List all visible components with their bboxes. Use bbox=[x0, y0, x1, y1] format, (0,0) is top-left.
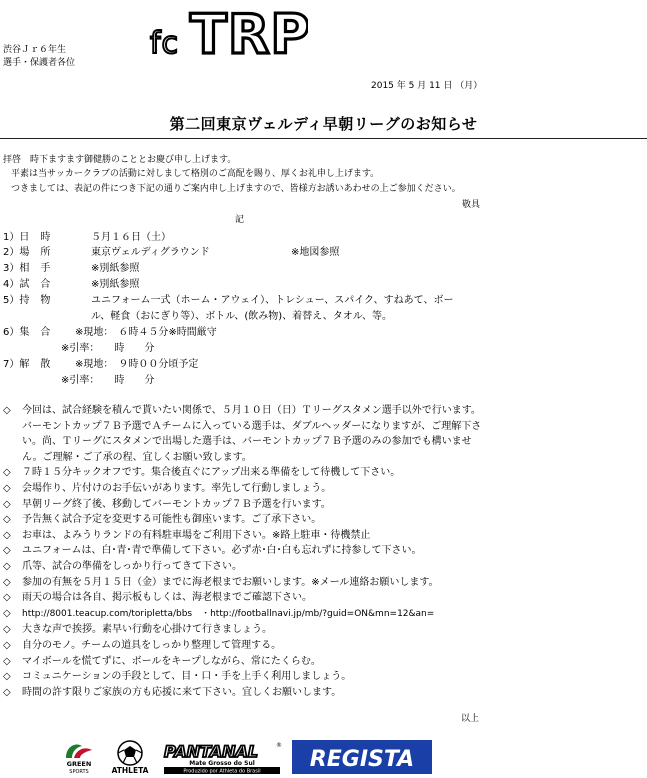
item-value: ※別紙参照 bbox=[91, 263, 140, 274]
note-text: 大きな声で挨拶。素早い行動を心掛けて行きましょう。 bbox=[22, 624, 272, 636]
note-item bbox=[3, 403, 487, 465]
diamond-bullet-icon: ◇ bbox=[3, 624, 11, 636]
note-text: 予告無く試合予定を変更する可能性も御座います。ご了承下さい。 bbox=[22, 514, 322, 526]
detail-item-date bbox=[3, 230, 51, 245]
athleta-logo bbox=[105, 740, 155, 774]
ending-mark: 以上 bbox=[461, 714, 480, 724]
page-title: 第二回東京ヴェルディ早朝リーグのお知らせ bbox=[169, 115, 478, 133]
greeting-closing: 敬具 bbox=[462, 200, 481, 210]
note-text: 時間の許す限りご家族の方も応援に来て下さい。宜しくお願いします。 bbox=[22, 686, 342, 698]
ki-heading: 記 bbox=[235, 215, 245, 225]
detail-item-place bbox=[3, 245, 51, 260]
fctrp-logo-mark bbox=[148, 6, 308, 62]
notes-section bbox=[3, 403, 487, 700]
item-num: 2） bbox=[3, 247, 20, 258]
diamond-bullet-icon: ◇ bbox=[3, 467, 11, 479]
note-text: 爪等、試合の準備をしっかり行ってきて下さい。 bbox=[22, 560, 242, 572]
note-text: ７時１５分キックオフです。集合後直ぐにアップ出来る準備をして待機して下さい。 bbox=[22, 467, 401, 479]
diamond-bullet-icon: ◇ bbox=[3, 639, 11, 651]
letter-date: 2015 年 5 月 11 日 （月） bbox=[371, 81, 483, 91]
greeting-line3: つきましては、表記の件につき下記の通りご案内申し上げますので、皆様方お誘いあわせの上ご参加ください。 bbox=[11, 184, 461, 194]
note-item bbox=[3, 497, 487, 513]
fctrp-logo bbox=[148, 6, 308, 66]
note-text: マイボールを慌てずに、ボールをキープしながら、常にたくらむ。 bbox=[22, 655, 321, 667]
green-label: GREEN bbox=[66, 760, 92, 768]
note-text: 雨天の場合は各自、掲示板もしくは、海老根までご確認下さい。 bbox=[22, 592, 312, 604]
note-text: ユニフォームは、白･青･青で準備して下さい。必ず赤･白･白も忘れずに持参して下さい。 bbox=[22, 545, 422, 557]
note-item bbox=[3, 685, 487, 701]
item-num: 3） bbox=[3, 263, 20, 274]
item-value: 東京ヴェルディグラウンド bbox=[91, 247, 210, 258]
note-item bbox=[3, 669, 487, 685]
item-label: 相 手 bbox=[19, 263, 51, 274]
note-item bbox=[3, 559, 487, 575]
diamond-bullet-icon: ◇ bbox=[3, 592, 11, 604]
pantanal-sub2: Produzido por Athleta do Brasil bbox=[183, 768, 261, 774]
note-text: コミュニケーションの手段として、目・口・手を上手く利用しましょう。 bbox=[22, 671, 352, 683]
diamond-bullet-icon: ◇ bbox=[3, 405, 11, 416]
item-label: 持 物 bbox=[19, 295, 51, 306]
green-sports-emblem bbox=[60, 740, 98, 774]
sports-label: SPORTS bbox=[69, 769, 89, 774]
detail-item-meet bbox=[3, 325, 51, 340]
item-note: ※地図参照 bbox=[291, 247, 340, 258]
note-item bbox=[3, 638, 487, 654]
pantanal-emblem bbox=[162, 740, 284, 774]
detail-item-match bbox=[3, 277, 51, 292]
detail-item-dismiss bbox=[3, 357, 51, 372]
note-item bbox=[3, 481, 487, 497]
diamond-bullet-icon: ◇ bbox=[3, 482, 11, 494]
item-num: 6） bbox=[3, 327, 20, 338]
note-text: 会場作り、片付けのお手伝いがあります。率先して行動しましょう。 bbox=[22, 482, 332, 494]
recipient-line1: 渋谷Ｊｒ６年生 bbox=[3, 45, 67, 55]
regista-emblem bbox=[292, 740, 432, 774]
note-text: 参加の有無を５月１５日（金）までに海老根までお願いします。※メール連絡お願いします。 bbox=[22, 576, 439, 588]
regista-logo bbox=[292, 740, 432, 774]
note-item bbox=[3, 543, 487, 559]
pantanal-label: PANTANAL bbox=[164, 742, 259, 761]
item-value: ユニフォーム一式（ホーム・アウェイ）、トレシュー、スパイク、すねあて、ボー bbox=[91, 295, 454, 306]
note-item bbox=[3, 465, 487, 481]
svg-text:fc: fc bbox=[150, 26, 180, 61]
item-label: 場 所 bbox=[19, 247, 51, 258]
diamond-bullet-icon: ◇ bbox=[3, 498, 11, 510]
item-value: ※別紙参照 bbox=[91, 279, 140, 290]
item-num: 1） bbox=[3, 232, 20, 243]
diamond-bullet-icon: ◇ bbox=[3, 671, 11, 683]
diamond-bullet-icon: ◇ bbox=[3, 576, 11, 588]
item-label: 日 時 bbox=[19, 232, 51, 243]
item-num: 4） bbox=[3, 279, 20, 290]
detail-item-belongings bbox=[3, 293, 51, 308]
item-num: 7） bbox=[3, 359, 20, 370]
note-text: 自分のモノ。チームの道具をしっかり整理して管理する。 bbox=[22, 639, 282, 651]
bbs-links[interactable]: http://8001.teacup.com/toripletta/bbs ・http://footballnavi.jp/mb/?guid=ON&mn=12&an= bbox=[22, 608, 435, 619]
diamond-bullet-icon: ◇ bbox=[3, 560, 11, 572]
note-item bbox=[3, 622, 487, 638]
athleta-emblem bbox=[105, 740, 155, 774]
detail-item-opponent bbox=[3, 261, 51, 276]
note-item bbox=[3, 654, 487, 670]
pantanal-logo bbox=[162, 740, 284, 774]
item-value: ※現地： ６時４５分※時間厳守 bbox=[75, 327, 217, 338]
diamond-bullet-icon: ◇ bbox=[3, 514, 11, 526]
note-text: 早朝リーグ終了後、移動してバーモントカップ７Ｂ予選を行います。 bbox=[22, 498, 331, 510]
diamond-bullet-icon: ◇ bbox=[3, 529, 11, 541]
diamond-bullet-icon: ◇ bbox=[3, 655, 11, 667]
item-value: ５月１６日（土） bbox=[91, 232, 171, 243]
item-value-cont: ル、軽食（おにぎり等）、ボトル、(飲み物)、着替え、タオル、等。 bbox=[91, 311, 393, 322]
greeting-line1: 拝啓 時下ますます御健勝のこととお慶び申し上げます。 bbox=[3, 155, 237, 165]
note-text: 今回は、試合経験を積んで貰いたい関係で、５月１０日（日）Ｔリーグスタメン選手以外で行います。バーモントカップ７Ｂ予選でＡチームに入っている選手は、ダブルヘッダーになりますが、ご理解下さい。尚、Ｔリーグにスタメンで出場した選手は、バーモントカップ７Ｂ予選のみの参加でも構いません。ご理解・ご了承の程、宜しくお願い致します。 bbox=[22, 405, 482, 463]
green-sports-logo bbox=[60, 740, 98, 774]
item-label: 試 合 bbox=[19, 279, 51, 290]
note-text: お車は、よみうりランドの有料駐車場をご利用下さい。※路上駐車・待機禁止 bbox=[22, 529, 371, 541]
svg-text:®: ® bbox=[276, 742, 282, 749]
note-item bbox=[3, 590, 487, 606]
pantanal-sub: Mate Grosso do Sul bbox=[189, 760, 255, 767]
item-label: 集 合 bbox=[19, 327, 51, 338]
item-value: ※現地： ９時００分頃予定 bbox=[75, 359, 199, 370]
svg-text:TRP: TRP bbox=[190, 6, 308, 62]
title-divider bbox=[0, 138, 647, 139]
item-num: 5） bbox=[3, 295, 20, 306]
diamond-bullet-icon: ◇ bbox=[3, 686, 11, 698]
note-item bbox=[3, 512, 487, 528]
diamond-bullet-icon: ◇ bbox=[3, 607, 11, 619]
diamond-bullet-icon: ◇ bbox=[3, 545, 11, 557]
item-label: 解 散 bbox=[19, 359, 51, 370]
note-item bbox=[3, 528, 487, 544]
item-sub: ※引率： 時 分 bbox=[61, 343, 155, 354]
note-item bbox=[3, 575, 487, 591]
item-sub: ※引率： 時 分 bbox=[61, 375, 155, 386]
note-item-links bbox=[3, 606, 487, 623]
regista-label: REGISTA bbox=[309, 747, 415, 772]
recipient-line2: 選手・保護者各位 bbox=[3, 58, 76, 68]
athleta-label: ATHLETA bbox=[111, 766, 149, 774]
greeting-line2: 平素は当サッカークラブの活動に対しまして格別のご高配を賜り、厚くお礼申し上げます。 bbox=[11, 169, 380, 179]
